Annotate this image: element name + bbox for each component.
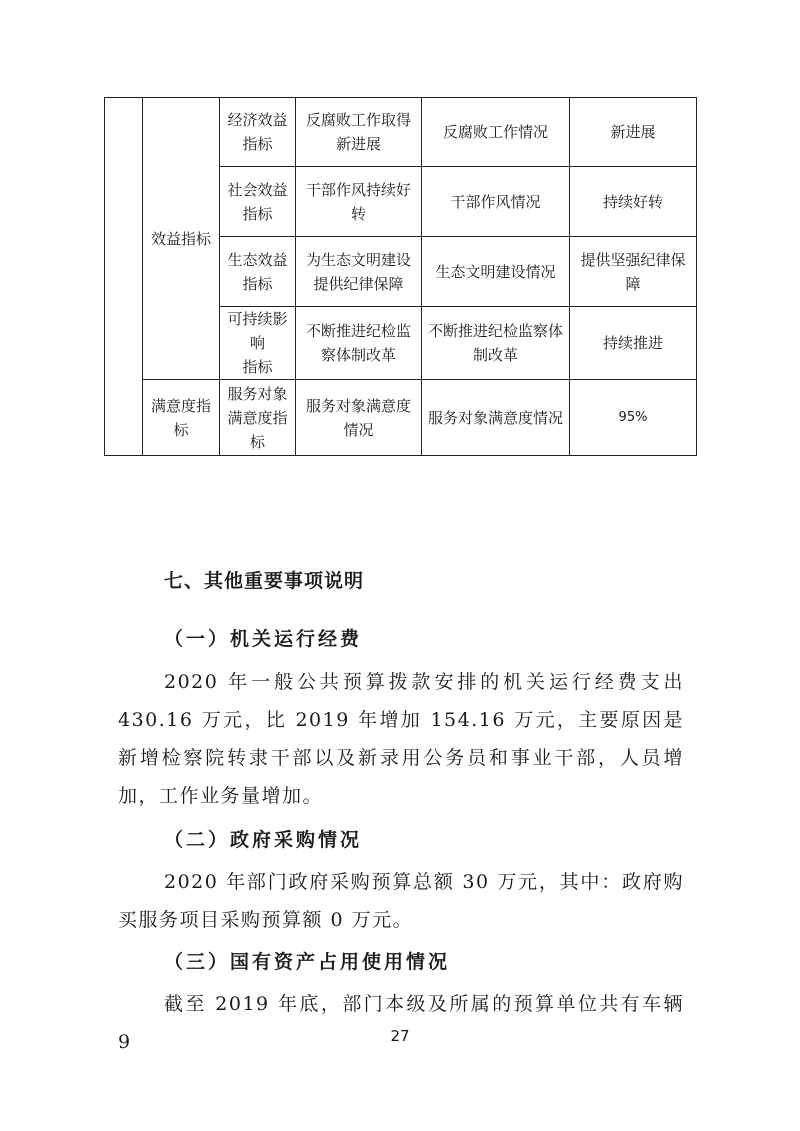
performance-indicator-table [104,97,697,456]
sub-indicator-cell: 经济效益指标 [220,98,296,167]
sub-indicator-cell: 服务对象满意度指标 [220,380,296,456]
paragraph-procurement: 2020 年部门政府采购预算总额 30 万元，其中：政府购买服务项目采购预算额 0 万元。 [118,871,684,931]
category-cell: 满意度指标 [143,380,220,456]
subsection-title-state-assets: （三）国有资产占用使用情况 [164,951,451,973]
blank-indicator-cell [105,98,143,456]
table-row [105,98,697,167]
indicator-name-cell: 为生态文明建设提供纪律保障 [296,237,422,307]
sub-indicator-cell: 社会效益指标 [220,167,296,237]
indicator-name-cell: 服务对象满意度情况 [296,380,422,456]
paragraph-state-assets: 截至 2019 年底，部门本级及所属的预算单位共有车辆 9 [118,993,684,1053]
indicator-value-cell: 新进展 [570,98,697,167]
indicator-content-cell: 生态文明建设情况 [422,237,570,307]
subsection-title-procurement: （二）政府采购情况 [164,829,363,851]
indicator-content-cell: 服务对象满意度情况 [422,380,570,456]
category-cell: 效益指标 [143,98,220,380]
indicator-content-cell: 干部作风情况 [422,167,570,237]
indicator-name-cell: 干部作风持续好转 [296,167,422,237]
section-title: 七、其他重要事项说明 [164,570,365,592]
indicator-value-cell: 95% [570,380,697,456]
indicator-name-cell: 不断推进纪检监察体制改革 [296,307,422,380]
paragraph-operating-expenses: 2020 年一般公共预算拨款安排的机关运行经费支出 430.16 万元，比 2019 年增加 154.16 万元，主要原因是新增检察院转隶干部以及新录用公务员和事业干部，人员增加，工作业务量增加。 [118,671,684,807]
indicator-value-cell: 持续推进 [570,307,697,380]
sub-indicator-cell: 生态效益指标 [220,237,296,307]
indicator-value-cell: 持续好转 [570,167,697,237]
subsection-title-operating-expenses: （一）机关运行经费 [164,628,363,650]
indicator-content-cell: 反腐败工作情况 [422,98,570,167]
indicator-name-cell: 反腐败工作取得新进展 [296,98,422,167]
indicator-content-cell: 不断推进纪检监察体制改革 [422,307,570,380]
table-row [105,380,697,456]
page-number: 27 [390,1027,410,1045]
indicator-value-cell: 提供坚强纪律保障 [570,237,697,307]
sub-indicator-cell: 可持续影响 指标 [220,307,296,380]
